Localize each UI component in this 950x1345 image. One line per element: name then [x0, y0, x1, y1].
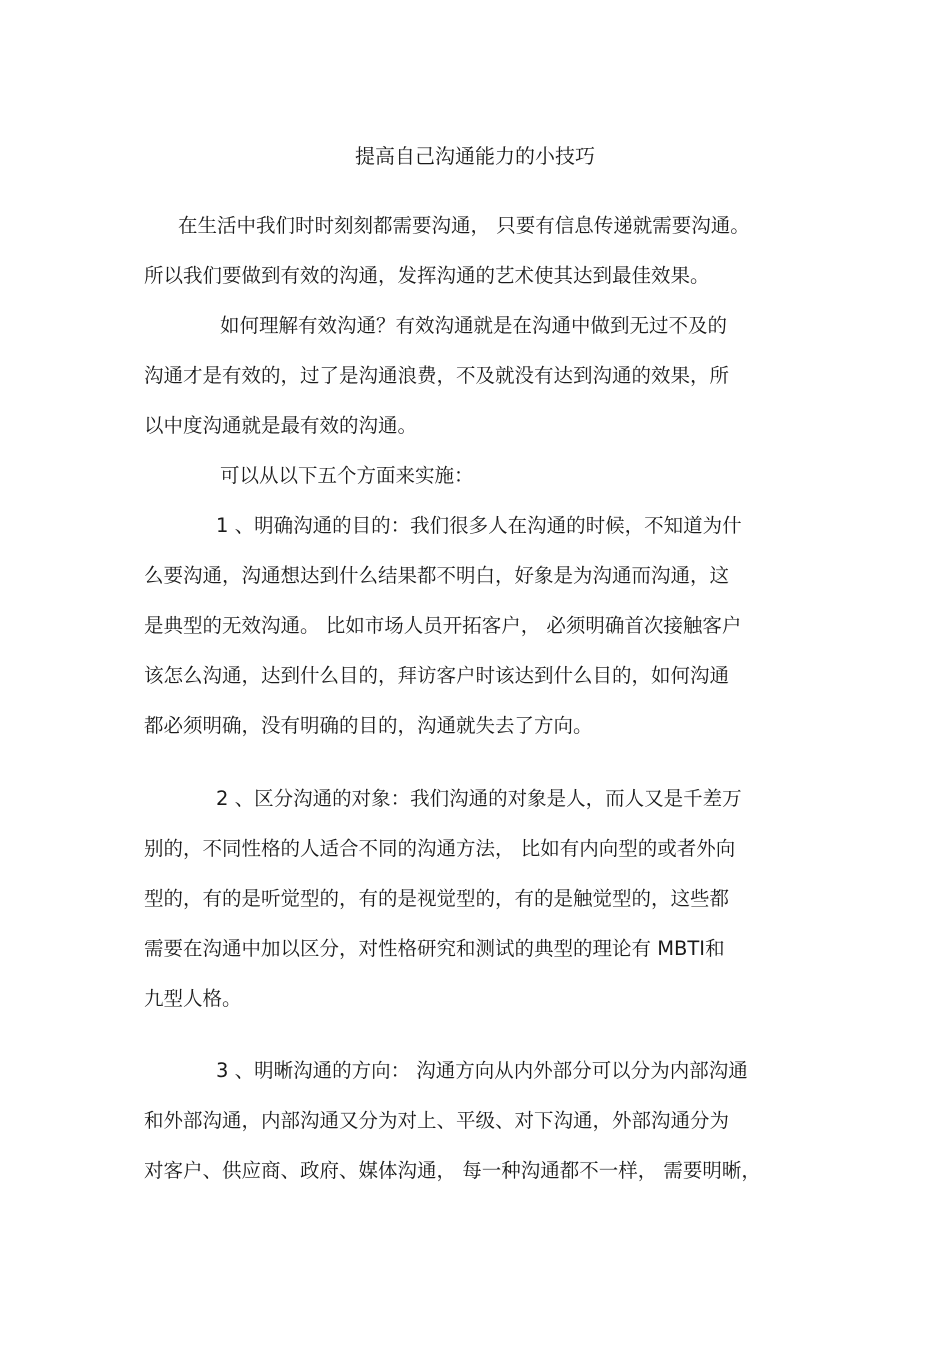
- paragraph-line: 1 、明确沟通的目的：我们很多人在沟通的时候，不知道为什: [216, 514, 742, 537]
- paragraph-line: 如何理解有效沟通？有效沟通就是在沟通中做到无过不及的: [220, 314, 728, 337]
- paragraph-line: 对客户、供应商、政府、媒体沟通， 每一种沟通都不一样， 需要明晰，: [144, 1159, 761, 1182]
- paragraph-line: 在生活中我们时时刻刻都需要沟通， 只要有信息传递就需要沟通。: [178, 214, 750, 237]
- paragraph-line: 和外部沟通，内部沟通又分为对上、平级、对下沟通，外部沟通分为: [144, 1109, 730, 1132]
- paragraph-line: 都必须明确，没有明确的目的，沟通就失去了方向。: [144, 714, 593, 737]
- paragraph-line: 以中度沟通就是最有效的沟通。: [144, 414, 418, 437]
- paragraph-line: 2 、区分沟通的对象：我们沟通的对象是人，而人又是千差万: [216, 787, 742, 810]
- paragraph-line: 型的，有的是听觉型的，有的是视觉型的，有的是触觉型的，这些都: [144, 887, 730, 910]
- paragraph-line: 3 、明晰沟通的方向： 沟通方向从内外部分可以分为内部沟通: [216, 1059, 748, 1082]
- paragraph-line: 么要沟通，沟通想达到什么结果都不明白，好象是为沟通而沟通，这: [144, 564, 730, 587]
- paragraph-line: 沟通才是有效的，过了是沟通浪费，不及就没有达到沟通的效果，所: [144, 364, 730, 387]
- paragraph-line: 该怎么沟通，达到什么目的，拜访客户时该达到什么目的，如何沟通: [144, 664, 730, 687]
- paragraph-line: 别的，不同性格的人适合不同的沟通方法， 比如有内向型的或者外向: [144, 837, 736, 860]
- paragraph-line: 是典型的无效沟通。 比如市场人员开拓客户， 必须明确首次接触客户: [144, 614, 742, 637]
- paragraph-line: 所以我们要做到有效的沟通，发挥沟通的艺术使其达到最佳效果。: [144, 264, 710, 287]
- paragraph-line: 可以从以下五个方面来实施：: [220, 464, 474, 487]
- document-title: 提高自己沟通能力的小技巧: [355, 144, 595, 168]
- paragraph-line: 九型人格。: [144, 987, 242, 1010]
- paragraph-line: 需要在沟通中加以区分，对性格研究和测试的典型的理论有 MBTI和: [144, 937, 725, 960]
